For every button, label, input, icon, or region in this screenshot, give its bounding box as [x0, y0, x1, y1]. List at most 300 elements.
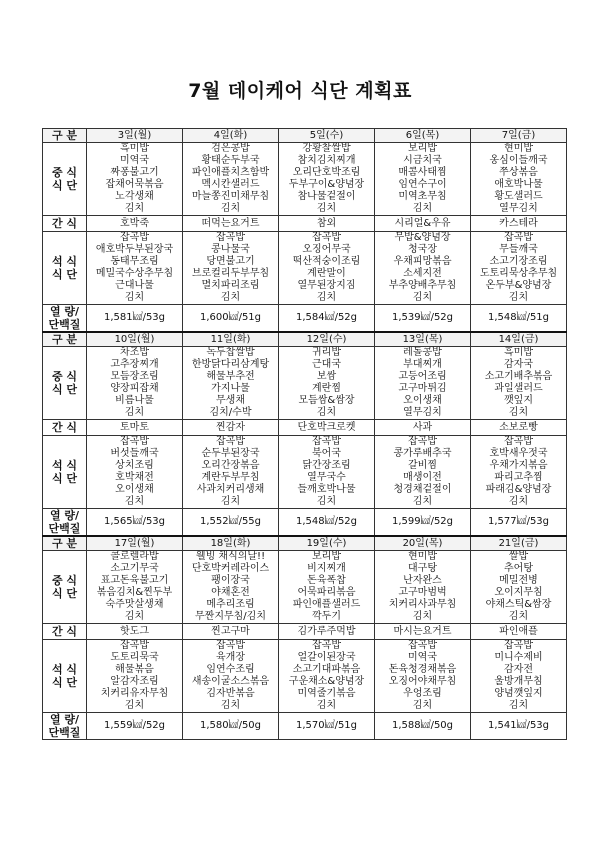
dinner-cell [183, 232, 279, 305]
menu-item: 우채피망볶음 [393, 256, 452, 267]
dinner-cell [87, 232, 183, 305]
menu-item: 김치 [412, 611, 433, 622]
menu-item: 오리단호박조림 [292, 167, 361, 178]
dinner-label [43, 436, 87, 509]
snack-cell: 카스테라 [471, 216, 567, 232]
menu-item: 콩가루배추국 [393, 448, 452, 459]
menu-item: 감자전 [504, 664, 533, 675]
lunch-label [43, 143, 87, 216]
snack-row [43, 624, 567, 640]
menu-item: 감자국 [504, 359, 533, 370]
menu-item: 돈육청경채볶음 [388, 664, 457, 675]
menu-item: 황도샐러드 [494, 191, 543, 202]
menu-item: 계란두부무침 [201, 472, 260, 483]
menu-item: 쌀밥 [508, 551, 529, 562]
snack-cell: 사과 [375, 420, 471, 436]
menu-item: 깍두기 [312, 611, 341, 622]
calories-cell: 1,577㎉/53g [471, 509, 567, 537]
day-header: 4일(화) [183, 129, 279, 143]
menu-item: 갈비찜 [408, 460, 437, 471]
day-header: 17일(월) [87, 536, 183, 551]
lunch-label-text: 중 식 [51, 574, 78, 587]
menu-item: 김치 [220, 496, 241, 507]
header-label [43, 536, 87, 551]
menu-item: 잡곡밥 [216, 436, 245, 447]
menu-item: 애호박나물 [494, 179, 543, 190]
menu-item: 부추양배추무침 [388, 280, 457, 291]
menu-item: 한방닭다리삼계탕 [191, 359, 270, 370]
menu-item: 치커리사과무침 [388, 599, 457, 610]
menu-item: 우엉조림 [403, 688, 442, 699]
calories-cell: 1,565㎉/53g [87, 509, 183, 537]
dinner-label-text: 석 식 [51, 255, 78, 268]
snack-cell: 참외 [279, 216, 375, 232]
menu-item: 임연수조림 [206, 664, 255, 675]
menu-item: 파리고추찜 [494, 472, 543, 483]
menu-item: 열무국수 [307, 472, 346, 483]
lunch-label [43, 551, 87, 624]
snack-cell: 호박죽 [87, 216, 183, 232]
menu-item: 야채스틱&쌈장 [485, 599, 552, 610]
calories-cell: 1,599㎉/52g [375, 509, 471, 537]
menu-item: 알감자조림 [110, 676, 159, 687]
lunch-row [43, 143, 567, 216]
day-header: 20일(목) [375, 536, 471, 551]
menu-item: 옹심이들깨국 [489, 155, 548, 166]
menu-item: 김치 [412, 700, 433, 711]
dinner-cell [87, 640, 183, 713]
snack-cell: 소보로빵 [471, 420, 567, 436]
menu-item: 과일샐러드 [494, 383, 543, 394]
dinner-cell [471, 640, 567, 713]
day-header: 21일(금) [471, 536, 567, 551]
page-title: 7월 데이케어 식단 계획표 [188, 80, 412, 102]
lunch-cell [375, 143, 471, 216]
menu-item: 모듬쌈&쌈장 [298, 395, 355, 406]
menu-item: 잡곡밥 [120, 232, 149, 243]
dinner-label-text: 식 단 [51, 676, 78, 689]
menu-item: 멕시칸샐러드 [201, 179, 260, 190]
menu-item: 상치조림 [115, 460, 154, 471]
snack-cell: 단호박크로켓 [279, 420, 375, 436]
menu-item: 김치 [412, 292, 433, 303]
menu-item: 닭간장조림 [302, 460, 351, 471]
menu-item: 잡곡밥 [312, 232, 341, 243]
menu-item: 열무김치 [403, 407, 442, 418]
calories-label-text: 단백질 [48, 522, 81, 535]
menu-item: 울방개무침 [494, 676, 543, 687]
menu-item: 미역줄기볶음 [297, 688, 356, 699]
menu-item: 단호박커레라이스 [191, 563, 270, 574]
menu-item: 브로컬리두부무침 [191, 268, 270, 279]
menu-item: 무짠지무침/김치 [195, 611, 266, 622]
calories-row [43, 305, 567, 333]
menu-item: 김치 [220, 700, 241, 711]
dinner-cell [375, 640, 471, 713]
menu-item: 가지나물 [211, 383, 250, 394]
header-label-text: 구 분 [51, 333, 78, 346]
menu-item: 노각생채 [115, 191, 154, 202]
lunch-cell [87, 143, 183, 216]
menu-item: 얼갈이된장국 [297, 652, 356, 663]
menu-item: 청국장 [408, 244, 437, 255]
menu-item: 소고기장조림 [489, 256, 548, 267]
menu-item: 멸치파리조림 [201, 280, 260, 291]
header-label [43, 332, 87, 347]
menu-item: 어묵파리볶음 [297, 587, 356, 598]
menu-item: 김치 [316, 700, 337, 711]
menu-item: 애호박두부된장국 [95, 244, 174, 255]
menu-item: 김치 [124, 496, 145, 507]
menu-item: 매콤사태찜 [398, 167, 447, 178]
week-header-row [43, 332, 567, 347]
dinner-cell [471, 232, 567, 305]
menu-item: 시금치국 [403, 155, 442, 166]
day-header: 18일(화) [183, 536, 279, 551]
lunch-cell [471, 551, 567, 624]
menu-item: 김치 [316, 292, 337, 303]
menu-item: 쭈상볶음 [499, 167, 538, 178]
menu-item: 잡곡밥 [408, 436, 437, 447]
menu-item: 잡곡밥 [504, 640, 533, 651]
menu-item: 열무김치 [499, 203, 538, 214]
lunch-row [43, 347, 567, 420]
snack-label-text: 간 식 [51, 625, 78, 638]
dinner-label-text: 식 단 [51, 268, 78, 281]
calories-label-text: 열 량/ [49, 509, 80, 522]
calories-label-text: 단백질 [48, 726, 81, 739]
snack-cell: 김가루주먹밥 [279, 624, 375, 640]
menu-item: 동태무조림 [110, 256, 159, 267]
calories-label-text: 열 량/ [49, 305, 80, 318]
menu-item: 오징어야채무침 [388, 676, 457, 687]
menu-item: 근대나물 [115, 280, 154, 291]
menu-item: 숙주맛살생채 [105, 599, 164, 610]
dinner-cell [375, 232, 471, 305]
lunch-label-text: 식 단 [51, 587, 78, 600]
lunch-cell [279, 347, 375, 420]
snack-label-text: 간 식 [51, 217, 78, 230]
snack-cell: 토마토 [87, 420, 183, 436]
menu-item: 김치 [508, 496, 529, 507]
menu-item: 도토리묵국 [110, 652, 159, 663]
menu-item: 김치 [508, 700, 529, 711]
menu-item: 소고기대파볶음 [292, 664, 361, 675]
lunch-label-text: 식 단 [51, 179, 78, 192]
dinner-row [43, 640, 567, 713]
snack-cell: 파인애플 [471, 624, 567, 640]
snack-cell: 핫도그 [87, 624, 183, 640]
menu-item: 들깨호박나물 [297, 484, 356, 495]
dinner-cell [279, 436, 375, 509]
menu-item: 오리간장볶음 [201, 460, 260, 471]
menu-item: 온두부&양념장 [485, 280, 552, 291]
menu-item: 구운채소&양념장 [288, 676, 365, 687]
menu-item: 미역국 [408, 652, 437, 663]
day-header: 13일(목) [375, 332, 471, 347]
day-header: 14일(금) [471, 332, 567, 347]
menu-item: 부대찌개 [403, 359, 442, 370]
menu-item: 참치김치찌개 [297, 155, 356, 166]
lunch-row [43, 551, 567, 624]
menu-item: 비름나물 [115, 395, 154, 406]
day-header: 7일(금) [471, 129, 567, 143]
menu-item: 무생채 [216, 395, 245, 406]
calories-label-text: 열 량/ [49, 713, 80, 726]
snack-cell: 시리얼&우유 [375, 216, 471, 232]
calories-row [43, 713, 567, 740]
menu-item: 잡곡밥 [216, 232, 245, 243]
menu-item: 오징어무국 [302, 244, 351, 255]
menu-item: 새송이굴소스볶음 [191, 676, 270, 687]
menu-item: 해물볶음 [115, 664, 154, 675]
lunch-cell [375, 347, 471, 420]
menu-item: 버섯들깨국 [110, 448, 159, 459]
dinner-cell [279, 232, 375, 305]
menu-item: 녹두찹쌀밥 [206, 347, 255, 358]
menu-item: 강황찰쌀밥 [302, 143, 351, 154]
menu-item: 오이생채 [115, 484, 154, 495]
menu-item: 해물부추전 [206, 371, 255, 382]
menu-item: 파래김&양념장 [485, 484, 552, 495]
menu-item: 김치 [124, 611, 145, 622]
dinner-label [43, 232, 87, 305]
week-header-row [43, 129, 567, 143]
menu-item: 잡곡밥 [312, 640, 341, 651]
menu-item: 잡곡밥 [216, 640, 245, 651]
menu-item: 모듬장조림 [110, 371, 159, 382]
day-header: 3일(월) [87, 129, 183, 143]
calories-cell: 1,581㎉/53g [87, 305, 183, 333]
dinner-label [43, 640, 87, 713]
menu-item: 계란말이 [307, 268, 346, 279]
calories-cell: 1,584㎉/52g [279, 305, 375, 333]
menu-item: 고구마튀김 [398, 383, 447, 394]
menu-item: 김치 [124, 700, 145, 711]
menu-item: 귀리밥 [312, 347, 341, 358]
header-label [43, 129, 87, 143]
calories-cell: 1,588㎉/50g [375, 713, 471, 740]
menu-item: 무들깨국 [499, 244, 538, 255]
menu-item: 메밀국수상추무침 [95, 268, 174, 279]
dinner-cell [87, 436, 183, 509]
calories-cell: 1,548㎉/52g [279, 509, 375, 537]
menu-item: 콜로렐라밥 [110, 551, 159, 562]
menu-item: 오이지무침 [494, 587, 543, 598]
day-header: 5일(수) [279, 129, 375, 143]
menu-item: 소세지전 [403, 268, 442, 279]
menu-item: 소고기배추볶음 [484, 371, 553, 382]
dinner-cell [375, 436, 471, 509]
lunch-label [43, 347, 87, 420]
lunch-cell [183, 347, 279, 420]
lunch-cell [87, 551, 183, 624]
calories-cell: 1,552㎉/55g [183, 509, 279, 537]
snack-label [43, 624, 87, 640]
snack-label [43, 216, 87, 232]
menu-item: 흑미밥 [504, 347, 533, 358]
menu-item: 메밀전병 [499, 575, 538, 586]
calories-cell: 1,600㎉/51g [183, 305, 279, 333]
menu-item: 비지찌개 [307, 563, 346, 574]
menu-item: 치커리유자무침 [100, 688, 169, 699]
menu-item: 미니수제비 [494, 652, 543, 663]
menu-item: 무밥&양념장 [394, 232, 451, 243]
lunch-label-text: 식 단 [51, 383, 78, 396]
dinner-row [43, 436, 567, 509]
menu-item: 근대국 [312, 359, 341, 370]
header-label-text: 구 분 [51, 537, 78, 550]
menu-item: 파인애플샐러드 [292, 599, 361, 610]
calories-cell: 1,570㎉/51g [279, 713, 375, 740]
menu-item: 보리밥 [408, 143, 437, 154]
menu-item: 매생이전 [403, 472, 442, 483]
menu-item: 두부구이&양념장 [288, 179, 365, 190]
snack-label-text: 간 식 [51, 421, 78, 434]
menu-item: 웰빙 채식의날!! [195, 551, 266, 562]
menu-item: 북어국 [312, 448, 341, 459]
menu-item: 고구마범벅 [398, 587, 447, 598]
menu-item: 양장피잡채 [110, 383, 159, 394]
menu-item: 김치 [220, 292, 241, 303]
week-header-row [43, 536, 567, 551]
menu-item: 잡곡밥 [312, 436, 341, 447]
menu-item: 표고돈육불고기 [100, 575, 169, 586]
menu-item: 우채가지볶음 [489, 460, 548, 471]
lunch-cell [471, 347, 567, 420]
menu-item: 흑미밥 [120, 143, 149, 154]
menu-item: 사과치커리생채 [196, 484, 265, 495]
menu-item: 김치 [508, 292, 529, 303]
menu-item: 미역초무침 [398, 191, 447, 202]
menu-item: 깻잎지 [504, 395, 533, 406]
lunch-cell [183, 143, 279, 216]
lunch-cell [279, 143, 375, 216]
menu-item: 김치 [124, 407, 145, 418]
menu-item: 김치 [508, 611, 529, 622]
calories-cell: 1,580㎉/50g [183, 713, 279, 740]
menu-item: 난자완스 [403, 575, 442, 586]
menu-item: 김자반볶음 [206, 688, 255, 699]
snack-cell: 찐고구마 [183, 624, 279, 640]
menu-item: 호박채전 [115, 472, 154, 483]
menu-item: 육개장 [216, 652, 245, 663]
menu-item: 레돌콩밥 [403, 347, 442, 358]
dinner-label-text: 식 단 [51, 472, 78, 485]
menu-item: 잡곡밥 [120, 436, 149, 447]
dinner-label-text: 석 식 [51, 459, 78, 472]
day-header: 19일(수) [279, 536, 375, 551]
menu-item: 돈육폭찹 [307, 575, 346, 586]
menu-item: 잡곡밥 [120, 640, 149, 651]
dinner-cell [183, 640, 279, 713]
day-header: 12일(수) [279, 332, 375, 347]
day-header: 11일(화) [183, 332, 279, 347]
menu-item: 고추장찌개 [110, 359, 159, 370]
menu-item: 검은콩밥 [211, 143, 250, 154]
calories-cell: 1,541㎉/53g [471, 713, 567, 740]
menu-item: 김치 [124, 292, 145, 303]
lunch-cell [375, 551, 471, 624]
calories-cell: 1,548㎉/51g [471, 305, 567, 333]
menu-item: 떡산적숭이조림 [292, 256, 361, 267]
menu-item: 김치 [412, 496, 433, 507]
menu-item: 마늘쫑진미채무침 [191, 191, 270, 202]
calories-label [43, 509, 87, 537]
menu-item: 현미밥 [408, 551, 437, 562]
snack-label [43, 420, 87, 436]
dinner-cell [471, 436, 567, 509]
dinner-cell [183, 436, 279, 509]
menu-item: 팽이장국 [211, 575, 250, 586]
menu-item: 김치 [316, 496, 337, 507]
header-label-text: 구 분 [51, 129, 78, 142]
lunch-cell [87, 347, 183, 420]
lunch-cell [471, 143, 567, 216]
snack-cell: 떠먹는요거트 [183, 216, 279, 232]
menu-item: 잡곡밥 [504, 436, 533, 447]
snack-row [43, 216, 567, 232]
menu-item: 김치/수박 [209, 407, 252, 418]
snack-cell: 마시는요거트 [375, 624, 471, 640]
calories-label [43, 713, 87, 740]
menu-item: 보리밥 [312, 551, 341, 562]
menu-item: 참나물겉절이 [297, 191, 356, 202]
calories-label [43, 305, 87, 333]
menu-item: 임연수구이 [398, 179, 447, 190]
menu-item: 소고기무국 [110, 563, 159, 574]
menu-item: 양념깻잎지 [494, 688, 543, 699]
menu-item: 메추리조림 [206, 599, 255, 610]
menu-item: 계란찜 [312, 383, 341, 394]
day-header: 10일(월) [87, 332, 183, 347]
dinner-cell [279, 640, 375, 713]
menu-item: 볶음김치&찐두부 [96, 587, 173, 598]
day-header: 6일(목) [375, 129, 471, 143]
menu-item: 잡곡밥 [504, 232, 533, 243]
calories-row [43, 509, 567, 537]
menu-item: 오이생채 [403, 395, 442, 406]
menu-item: 보쌈 [316, 371, 337, 382]
menu-item: 짜퐁불고기 [110, 167, 159, 178]
calories-cell: 1,559㎉/52g [87, 713, 183, 740]
calories-cell: 1,539㎉/52g [375, 305, 471, 333]
menu-item: 차조밥 [120, 347, 149, 358]
menu-item: 콩나물국 [211, 244, 250, 255]
menu-item: 순두부된장국 [201, 448, 260, 459]
menu-item: 김치 [124, 203, 145, 214]
dinner-row [43, 232, 567, 305]
menu-item: 추어탕 [504, 563, 533, 574]
menu-item: 열무된장지짐 [297, 280, 356, 291]
lunch-label-text: 중 식 [51, 370, 78, 383]
menu-item: 야채혼전 [211, 587, 250, 598]
menu-item: 고등어조림 [398, 371, 447, 382]
menu-item: 잡채어묵볶음 [105, 179, 164, 190]
menu-item: 잡곡밥 [408, 640, 437, 651]
calories-label-text: 단백질 [48, 318, 81, 331]
lunch-label-text: 중 식 [51, 166, 78, 179]
menu-item: 황태순두부국 [201, 155, 260, 166]
menu-item: 김치 [316, 407, 337, 418]
menu-item: 김치 [508, 407, 529, 418]
menu-item: 당면불고기 [206, 256, 255, 267]
dinner-label-text: 석 식 [51, 663, 78, 676]
snack-row [43, 420, 567, 436]
lunch-cell [279, 551, 375, 624]
meal-plan-table [42, 128, 567, 740]
menu-item: 김치 [412, 203, 433, 214]
